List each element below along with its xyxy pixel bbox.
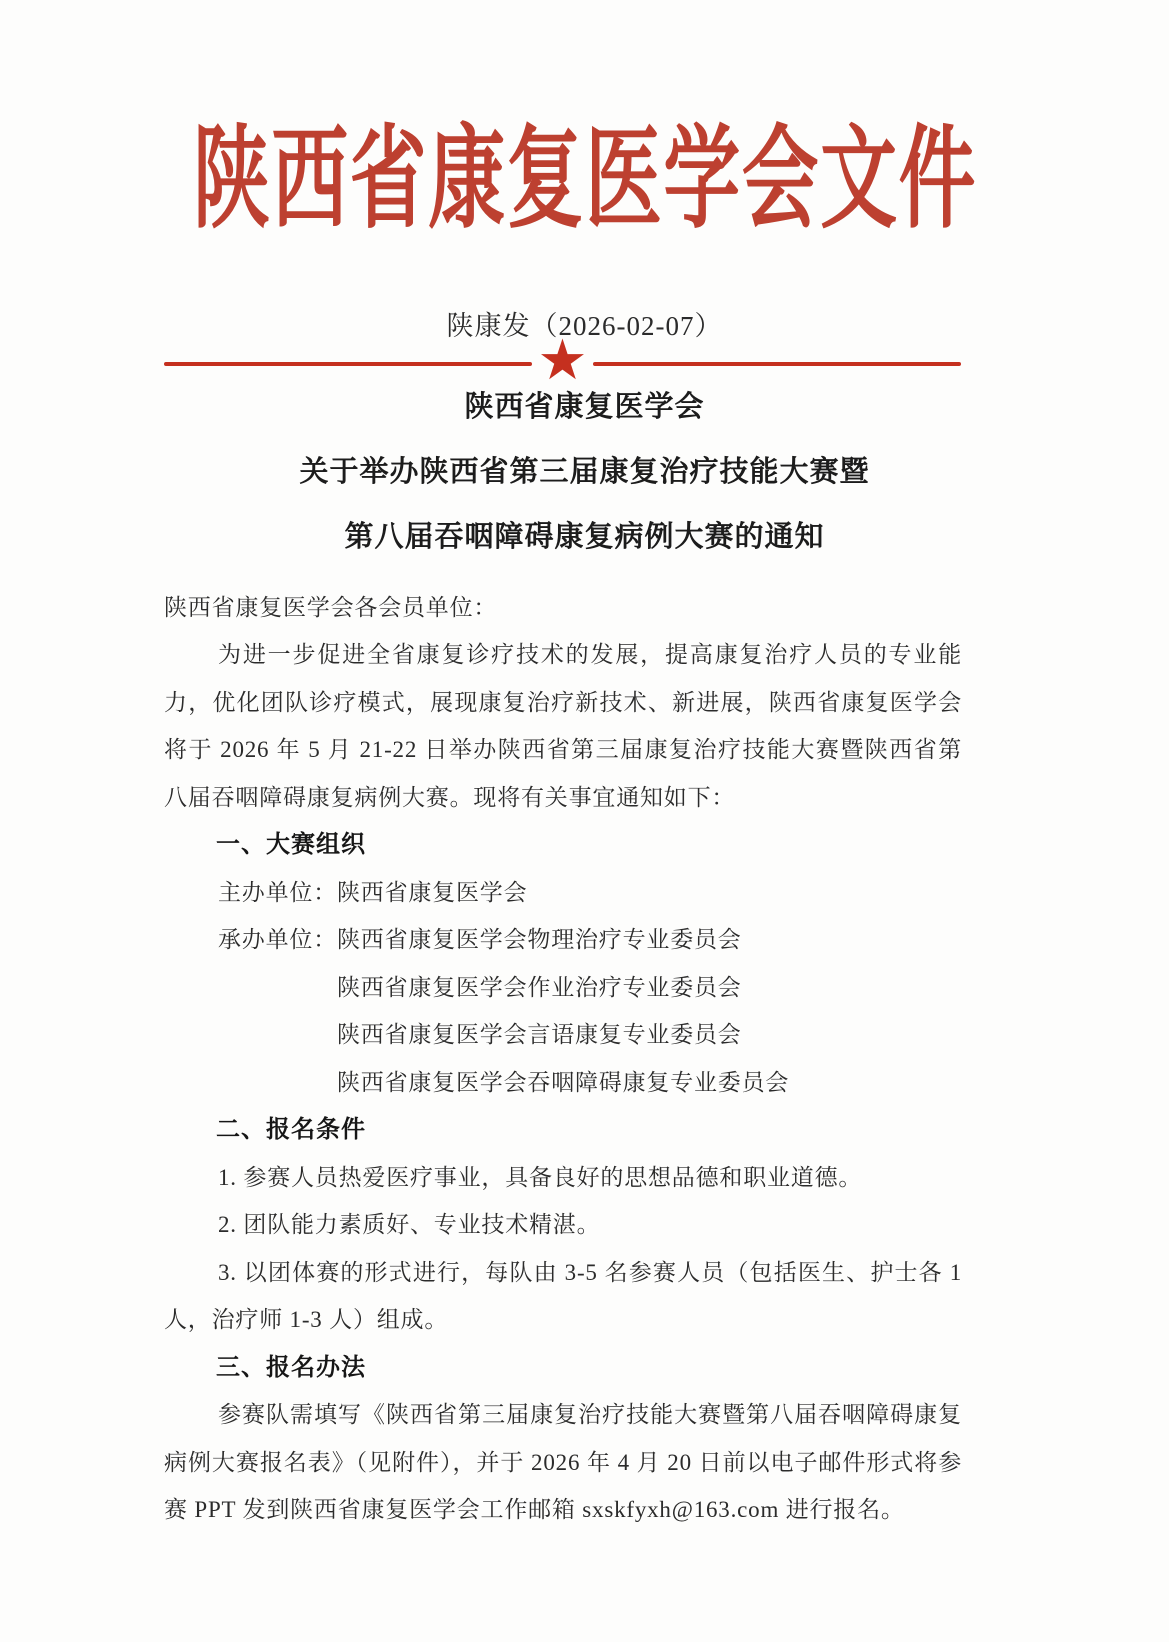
letterhead-title: 陕西省康复医学会文件 xyxy=(192,117,977,242)
intro-paragraph: 为进一步促进全省康复诊疗技术的发展，提高康复治疗人员的专业能力，优化团队诊疗模式，展现康复治疗新技术、新进展，陕西省康复医学会将于 2026 年 5 月 21-22 日举办陕西省第三届康复治疗技能大赛暨陕西省第八届吞咽障碍康复病例大赛。现将有关事宜通知如下： xyxy=(164,642,962,810)
organizer-item: 陕西省康复医学会作业治疗专业委员会 xyxy=(337,974,742,1000)
document-number: 陕康发（2026-02-07） xyxy=(446,311,723,341)
notice-title-block xyxy=(0,389,1169,555)
notice-issuer: 陕西省康复医学会 xyxy=(464,390,705,423)
registration-paragraph: 参赛队需填写《陕西省第三届康复治疗技能大赛暨第八届吞咽障碍康复病例大赛报名表》（见附件），并于 2026 年 4 月 20 日前以电子邮件形式将参赛 PPT 发到陕西省康复医学会工作邮箱 sxskfyxh@163.com 进行报名。 xyxy=(164,1402,962,1523)
divider-line-left xyxy=(164,362,532,366)
notice-title-line-2: 第八届吞咽障碍康复病例大赛的通知 xyxy=(344,520,825,553)
section-1-heading: 一、大赛组织 xyxy=(216,831,366,859)
section-2-heading: 二、报名条件 xyxy=(216,1116,366,1144)
star-icon: ★ xyxy=(537,327,588,393)
organizer-item: 陕西省康复医学会吞咽障碍康复专业委员会 xyxy=(337,1069,790,1095)
organizer-label: 承办单位： xyxy=(218,927,337,953)
condition-item-2: 2. 团队能力素质好、专业技术精湛。 xyxy=(218,1212,601,1238)
notice-title-line-1: 关于举办陕西省第三届康复治疗技能大赛暨 xyxy=(299,455,870,488)
salutation: 陕西省康复医学会各会员单位： xyxy=(164,594,498,620)
organizer-block xyxy=(164,916,962,1106)
organizer-item: 陕西省康复医学会物理治疗专业委员会 xyxy=(337,927,742,953)
section-3-heading: 三、报名办法 xyxy=(216,1353,366,1381)
condition-item-1: 1. 参赛人员热爱医疗事业，具备良好的思想品德和职业道德。 xyxy=(218,1164,863,1190)
host-line xyxy=(164,869,962,917)
divider-line-right xyxy=(593,362,961,366)
host-value: 陕西省康复医学会 xyxy=(337,879,528,905)
red-divider xyxy=(164,327,961,393)
host-label: 主办单位： xyxy=(218,879,337,905)
organizer-list xyxy=(337,916,962,1106)
condition-item-3: 3. 以团体赛的形式进行，每队由 3-5 名参赛人员（包括医生、护士各 1 人，治疗师 1-3 人）组成。 xyxy=(164,1259,962,1333)
letterhead xyxy=(0,0,1169,240)
organizer-item: 陕西省康复医学会言语康复专业委员会 xyxy=(337,1022,742,1048)
document-body xyxy=(164,584,962,1534)
